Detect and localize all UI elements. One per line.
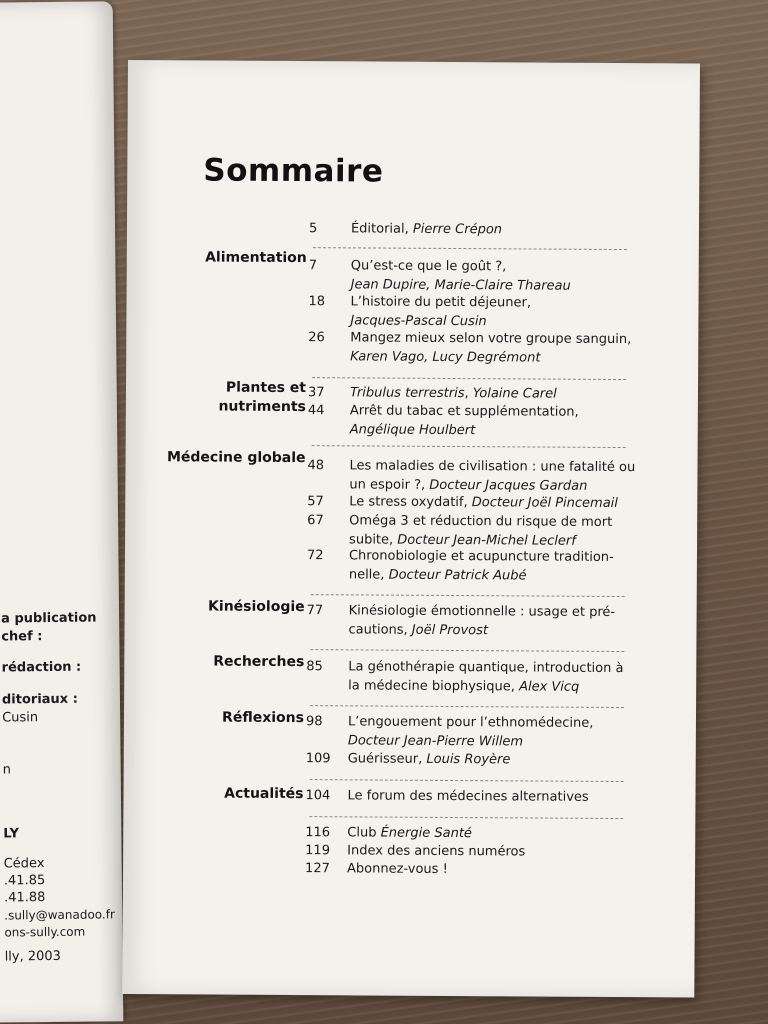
section-divider [309, 816, 623, 819]
table-of-contents [122, 60, 700, 997]
toc-entry-title: Kinésiologie émotionnelle : usage et pré-cautions, [348, 603, 616, 638]
page-title: Sommaire [203, 152, 384, 190]
toc-entry-separator: , [464, 386, 473, 402]
toc-entry [127, 218, 699, 238]
section-divider [313, 247, 627, 250]
toc-entry-text [350, 401, 640, 441]
toc-page-number: 26 [308, 330, 325, 346]
toc-entry-title: Le forum des médecines alternatives [347, 788, 589, 805]
section-heading: Actualités [224, 785, 304, 803]
section-heading: Réflexions [222, 709, 305, 727]
left-page-line: lly, 2003 [4, 948, 61, 965]
toc-page-number: 5 [308, 221, 318, 237]
toc-entry-text [348, 657, 638, 697]
toc-entry-title: Éditorial, [350, 221, 413, 237]
left-page-line: LY [3, 826, 20, 842]
toc-entry-text [351, 219, 641, 240]
toc-entry-author: Docteur Joël Pincemail [471, 495, 618, 512]
toc-entry-text [350, 328, 640, 368]
toc-entry [123, 822, 695, 842]
toc-entry-title: Arrêt du tabac et supplémentation, [349, 403, 579, 420]
left-page-line: a publication [1, 610, 97, 627]
section-heading: Alimentation [205, 249, 307, 267]
section-heading: Kinésiologie [208, 598, 305, 616]
toc-entry-author: Docteur Jean-Pierre Willem [347, 733, 524, 750]
toc-entry-text [348, 749, 638, 770]
toc-entry-author: Joël Provost [411, 622, 489, 639]
toc-entry-title: Club [347, 825, 381, 841]
toc-entry-text [349, 546, 639, 586]
section-heading: Plantes et nutriments [218, 379, 307, 416]
section-heading: Médecine globale [166, 449, 306, 467]
toc-entry-text [349, 492, 639, 513]
toc-page-number: 104 [305, 788, 331, 804]
toc-entry-author: Jacques-Pascal Cusin [350, 313, 487, 330]
toc-entry-title: Chronobiologie et acupuncture tradition-nelle, [348, 548, 614, 583]
toc-entry-author: Karen Vago, Lucy Degrémont [350, 349, 541, 366]
left-page-line: .41.88 [3, 890, 46, 906]
toc-page-number: 119 [305, 843, 331, 859]
left-page-line: .sully@wanadoo.fr [4, 907, 115, 923]
toc-page-number: 48 [307, 458, 325, 474]
left-page-line: Cusin [2, 710, 39, 726]
toc-entry-title: Les maladies de civilisation : une fatalité ou un espoir ?, [349, 458, 636, 493]
toc-entry-author: Docteur Jacques Gardan [429, 477, 588, 494]
toc-entry-text [349, 511, 639, 551]
toc-page-number: 67 [307, 513, 324, 529]
toc-entry-title: Guérisseur, [347, 751, 427, 767]
toc-page-number: 7 [308, 258, 318, 274]
toc-page-number: 57 [307, 494, 324, 510]
section-divider [311, 594, 625, 597]
toc-page-number: 72 [306, 548, 324, 564]
toc-entry-title: Index des anciens numéros [347, 843, 526, 860]
toc-entry-italic: Tribulus terrestris [349, 385, 465, 402]
left-page [0, 1, 123, 1022]
left-page-line: n [2, 762, 12, 778]
toc-page-number: 109 [305, 751, 331, 767]
toc-page-number: 77 [306, 603, 324, 619]
toc-entry-author: Docteur Patrick Aubé [388, 567, 527, 584]
toc-entry-text [347, 859, 637, 880]
left-page-line: Cédex [3, 856, 45, 872]
toc-entry-italic: Énergie Santé [380, 825, 472, 842]
right-page [122, 60, 700, 997]
toc-entry-text [350, 292, 640, 332]
toc-entry-title: L’engouement pour l’ethnomédecine, [347, 714, 594, 731]
toc-entry-title: Abonnez-vous ! [347, 861, 448, 877]
toc-entry-author: Pierre Crépon [412, 221, 503, 238]
toc-page-number: 37 [307, 385, 325, 401]
toc-entry-text [347, 786, 637, 807]
left-page-line: ons-sully.com [4, 924, 86, 940]
toc-entry-title: L’histoire du petit déjeuner, [350, 294, 532, 311]
toc-entry-title: Oméga 3 et réduction du risque de mort subite, [349, 513, 613, 548]
toc-page-number: 18 [308, 294, 326, 310]
toc-entry-text [348, 712, 638, 752]
toc-page-number: 98 [305, 714, 323, 730]
toc-page-number: 116 [305, 825, 331, 841]
section-divider [312, 445, 626, 448]
toc-entry-author: Yolaine Carel [472, 386, 557, 402]
section-heading: Recherches [213, 653, 305, 671]
toc-entry-author: Jean Dupire, Marie-Claire Thareau [350, 277, 571, 294]
toc-entry-author: Angélique Houlbert [349, 422, 476, 439]
toc-entry-author: Louis Royère [426, 751, 511, 768]
toc-entry-text [349, 456, 639, 496]
left-page-line: .41.85 [3, 873, 46, 889]
section-divider [310, 779, 624, 782]
toc-page-number: 44 [307, 403, 325, 419]
toc-page-number: 85 [306, 659, 323, 675]
section-divider [310, 649, 624, 652]
left-page-line: chef : [1, 629, 43, 645]
toc-entry-author: Docteur Jean-Michel Leclerf [397, 532, 576, 549]
toc-entry-author: Alex Vicq [519, 679, 580, 695]
toc-entry-title: Le stress oxydatif, [349, 494, 472, 511]
left-page-line: ditoriaux : [1, 691, 78, 708]
left-page-line: rédaction : [1, 659, 82, 676]
toc-entry-text [348, 601, 638, 641]
toc-entry-title: Qu’est-ce que le goût ?, [350, 258, 507, 275]
toc-page-number: 127 [305, 861, 330, 877]
toc-entry-title: Mangez mieux selon votre groupe sanguin, [350, 330, 632, 348]
section-divider [310, 705, 624, 708]
toc-entry-title: La génothérapie quantique, introduction à la médecine biophysique, [348, 659, 624, 695]
section-divider [312, 377, 626, 380]
toc-entry-text [351, 256, 641, 296]
